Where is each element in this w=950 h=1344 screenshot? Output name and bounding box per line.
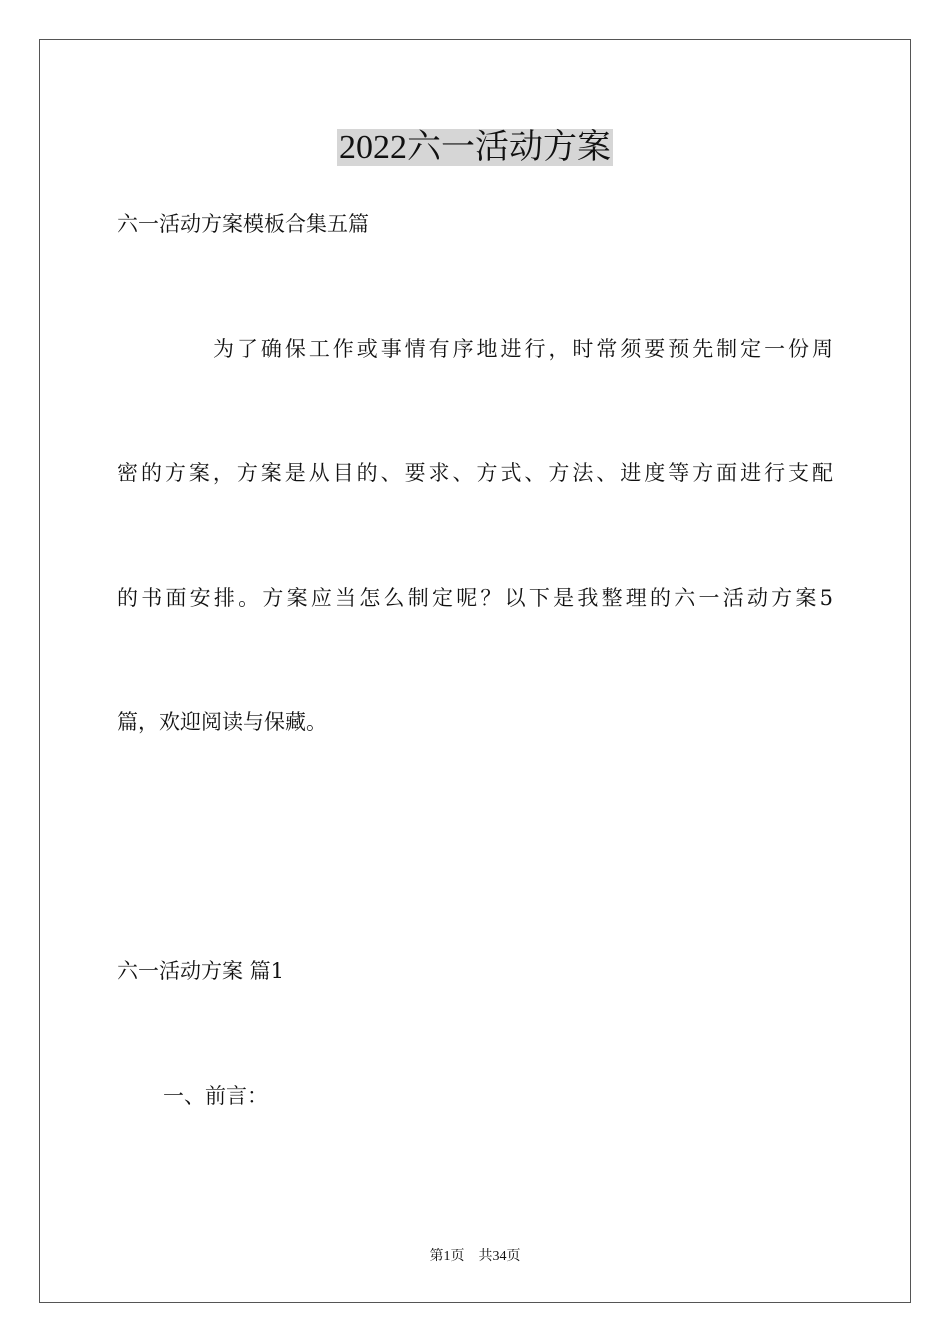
intro-line-4: 篇，欢迎阅读与保藏。: [117, 710, 327, 734]
page-footer: [0, 1247, 950, 1267]
intro-line-3: 的书面安排。方案应当怎么制定呢？以下是我整理的六一活动方案5: [117, 586, 833, 610]
document-title: [0, 124, 950, 172]
page-current: 第1页: [429, 1249, 465, 1264]
intro-line-2: 密的方案，方案是从目的、要求、方式、方法、进度等方面进行支配: [117, 461, 833, 485]
page-total: 共34页: [478, 1249, 521, 1264]
section-heading: 六一活动方案 篇1: [117, 959, 285, 983]
document-subtitle: 六一活动方案模板合集五篇: [117, 212, 369, 236]
document-title-text: 2022六一活动方案: [339, 129, 611, 166]
intro-line-1: 为了确保工作或事情有序地进行，时常须要预先制定一份周: [213, 337, 833, 361]
subsection-heading: 一、前言：: [163, 1084, 268, 1108]
